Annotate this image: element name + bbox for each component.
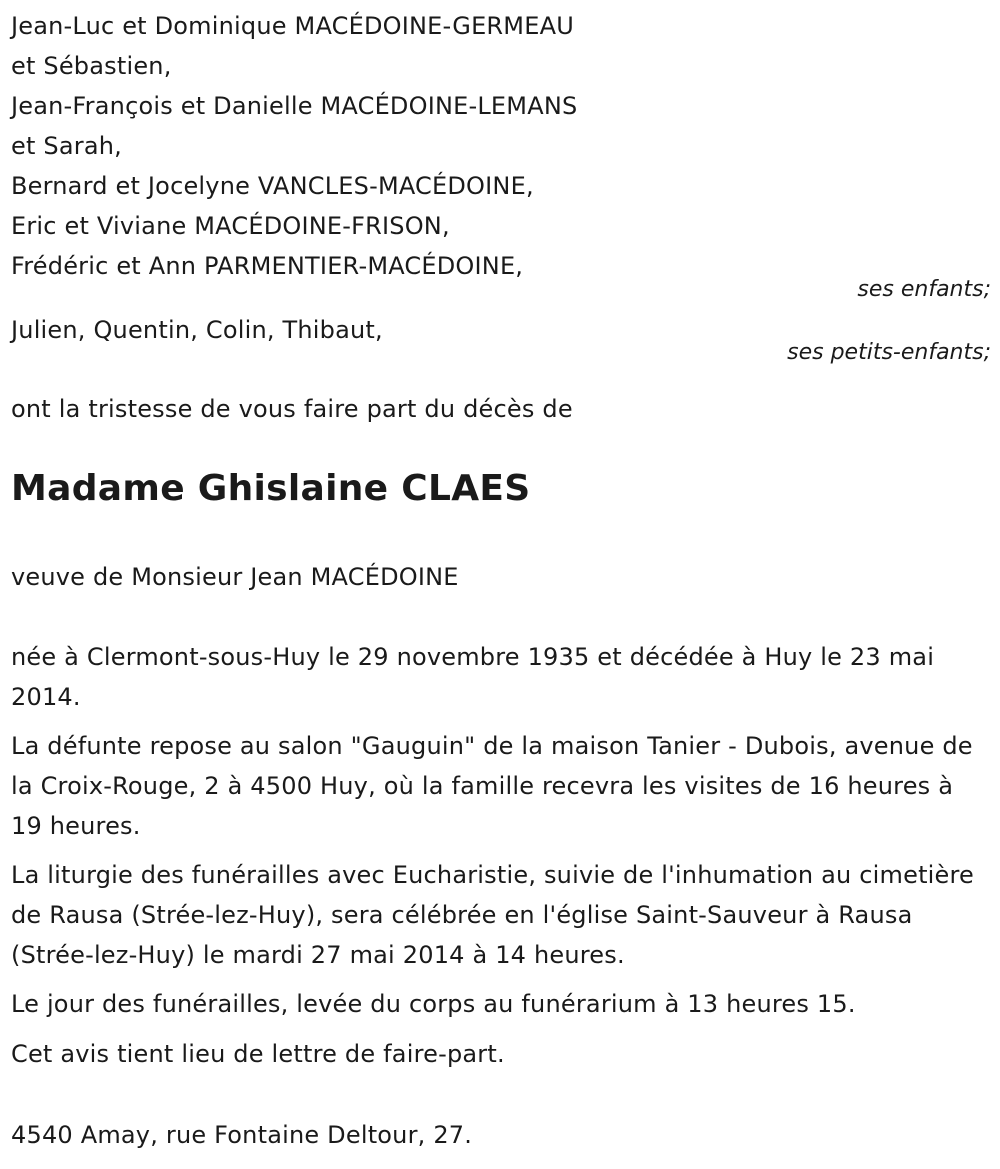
- child-line: Frédéric et Ann PARMENTIER-MACÉDOINE,: [11, 252, 524, 280]
- child-line: Bernard et Jocelyne VANCLES-MACÉDOINE,: [11, 172, 534, 200]
- announcement: ont la tristesse de vous faire part du décès de: [11, 395, 573, 423]
- birth-death-paragraph: née à Clermont-sous-Huy le 29 novembre 1935 et décédée à Huy le 23 mai 2014.: [11, 643, 935, 711]
- child-line: et Sébastien,: [11, 52, 172, 80]
- body-lifting-paragraph: Le jour des funérailles, levée du corps au funérarium à 13 heures 15.: [11, 990, 856, 1018]
- child-line: et Sarah,: [11, 132, 122, 160]
- family-address: 4540 Amay, rue Fontaine Deltour, 27.: [11, 1121, 473, 1149]
- child-line: Jean-Luc et Dominique MACÉDOINE-GERMEAU: [11, 12, 574, 40]
- deceased-name: Madame Ghislaine CLAES: [11, 468, 531, 509]
- notice-statement: Cet avis tient lieu de lettre de faire-part.: [11, 1040, 505, 1068]
- grandchildren-line: Julien, Quentin, Colin, Thibaut,: [11, 316, 383, 344]
- children-role: ses enfants;: [857, 277, 991, 302]
- grandchildren-role: ses petits-enfants;: [787, 340, 991, 365]
- children-list: [11, 6, 577, 286]
- viewing-paragraph: La défunte repose au salon "Gauguin" de la maison Tanier - Dubois, avenue de la Croix-Rouge, 2 à 4500 Huy, où la famille recevra les visites de 16 heures à 19 heures.: [11, 732, 973, 840]
- widow-of: veuve de Monsieur Jean MACÉDOINE: [11, 563, 459, 591]
- funeral-paragraph: La liturgie des funérailles avec Eucharistie, suivie de l'inhumation au cimetière de Rausa (Strée-lez-Huy), sera célébrée en l'église Saint-Sauveur à Rausa (Strée-lez-Huy) le mardi 27 mai 2014 à 14 heures.: [11, 861, 975, 969]
- child-line: Eric et Viviane MACÉDOINE-FRISON,: [11, 212, 450, 240]
- child-line: Jean-François et Danielle MACÉDOINE-LEMANS: [11, 92, 578, 120]
